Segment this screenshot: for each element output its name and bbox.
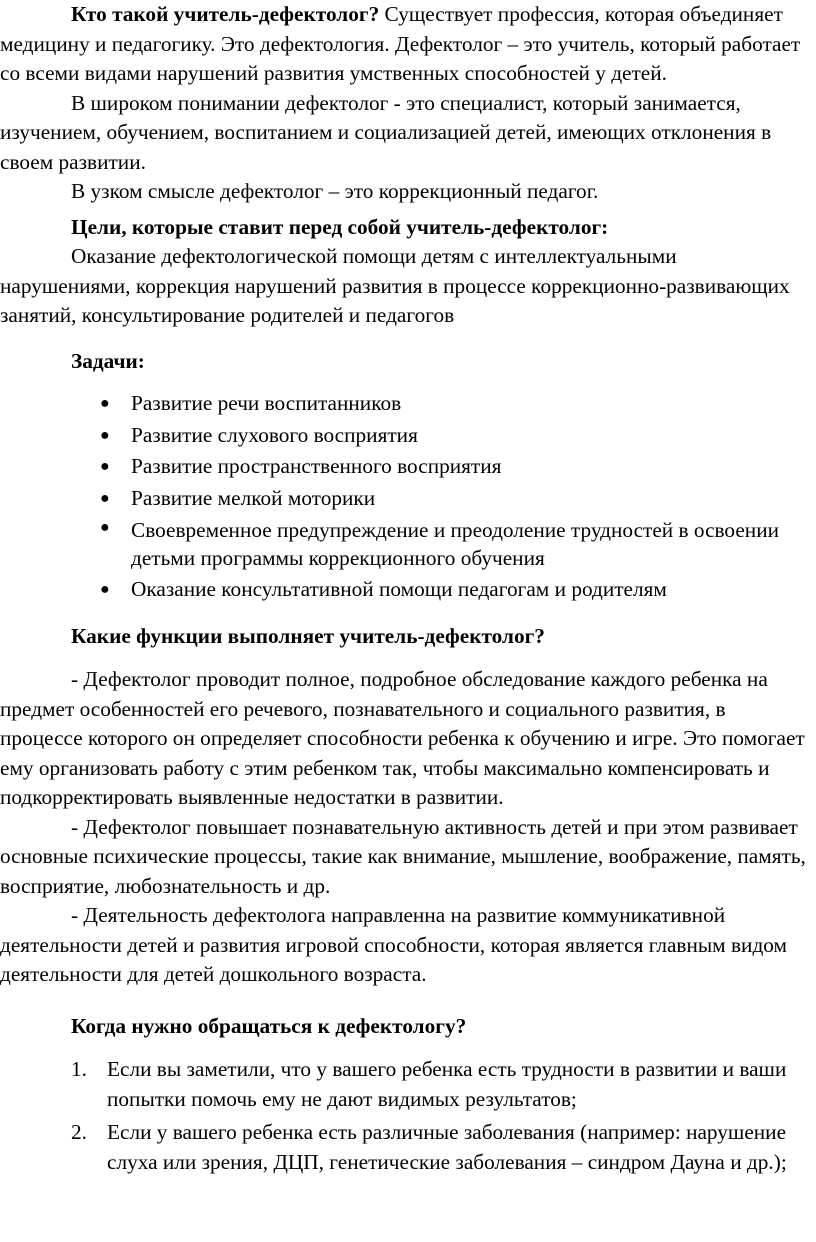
intro-paragraph bbox=[0, 0, 812, 89]
bullet-icon: ● bbox=[100, 458, 110, 475]
bullet-icon: ● bbox=[100, 395, 110, 412]
list-item bbox=[0, 1118, 812, 1177]
broad-definition-paragraph: В широком понимании дефектолог - это специалист, который занимается, изучением, обучением, воспитанием и социализацией детей, имеющих отклонения в своем развитии. bbox=[0, 90, 772, 174]
list-item-number: 2. bbox=[71, 1120, 87, 1144]
goals-paragraph: Оказание дефектологической помощи детям с интеллектуальными нарушениями, коррекция нарушений развития в процессе коррекционно-развивающих занятий, консультирование родителей и педагогов bbox=[0, 244, 790, 327]
list-item-text: Развитие речи воспитанников bbox=[131, 391, 402, 415]
bullet-icon: ● bbox=[100, 519, 110, 536]
list-item-text: Развитие мелкой моторики bbox=[131, 485, 376, 510]
when-list bbox=[0, 1055, 812, 1177]
list-item-text: Оказание консультативной помощи педагогам и родителям bbox=[131, 577, 667, 601]
list-item-text: Если у вашего ребенка есть различные заболевания (например: нарушение слуха или зрения, ДЦП, генетические заболевания – синдром Дауна и др.); bbox=[107, 1120, 787, 1174]
functions-paragraph: - Деятельность дефектолога направленна на развитие коммуникативной деятельности детей и развития игровой способности, которая является главным видом деятельности для детей дошкольного возраста. bbox=[0, 903, 787, 986]
list-item-text: Развитие пространственного восприятия bbox=[131, 454, 502, 478]
list-item-text: Если вы заметили, что у вашего ребенка есть трудности в развитии и ваши попытки помочь ему не дают видимых результатов; bbox=[107, 1057, 787, 1111]
bullet-icon: ● bbox=[100, 426, 110, 444]
functions-paragraph: - Дефектолог повышает познавательную активность детей и при этом развивает основные психические процессы, такие как внимание, мышление, воображение, память, восприятие, любознательность и др. bbox=[0, 814, 806, 898]
intro-lead-question: Кто такой учитель-дефектолог? bbox=[71, 2, 380, 26]
intro-lead-text: Существует профессия, которая объединяет медицину и педагогику. Это дефектология. Дефектолог – это учитель, который работает со всеми видами нарушений развития умственных способностей у детей. bbox=[0, 2, 801, 85]
list-item bbox=[0, 1055, 812, 1114]
tasks-list bbox=[0, 388, 812, 606]
list-item bbox=[0, 388, 812, 420]
list-item-text: Развитие слухового восприятия bbox=[131, 422, 418, 447]
bullet-icon: ● bbox=[100, 581, 110, 598]
when-heading: Когда нужно обращаться к дефектологу? bbox=[71, 1013, 467, 1038]
list-item bbox=[0, 514, 812, 574]
bullet-icon: ● bbox=[100, 489, 110, 507]
functions-heading: Какие функции выполняет учитель-дефектолог? bbox=[71, 623, 545, 648]
list-item bbox=[0, 574, 812, 606]
functions-paragraph: - Дефектолог проводит полное, подробное обследование каждого ребенка на предмет особенностей его речевого, познавательного и социального развития, в процессе которого он определяет способности ребенка к обучению и игре. Это помогает ему организовать работу с этим ребенком так, чтобы максимально компенсировать и подкорректировать выявленные недостатки в развитии. bbox=[0, 667, 805, 809]
list-item bbox=[0, 420, 812, 452]
list-item bbox=[0, 451, 812, 483]
list-item-number: 1. bbox=[71, 1057, 87, 1081]
tasks-heading: Задачи: bbox=[71, 348, 145, 373]
list-item bbox=[0, 483, 812, 515]
narrow-definition-paragraph: В узком смысле дефектолог – это коррекционный педагог. bbox=[71, 179, 599, 203]
list-item-text: Своевременное предупреждение и преодоление трудностей в освоении детьми программы коррекционного обучения bbox=[131, 518, 779, 570]
goals-heading: Цели, которые ставит перед собой учитель-дефектолог: bbox=[71, 214, 609, 239]
